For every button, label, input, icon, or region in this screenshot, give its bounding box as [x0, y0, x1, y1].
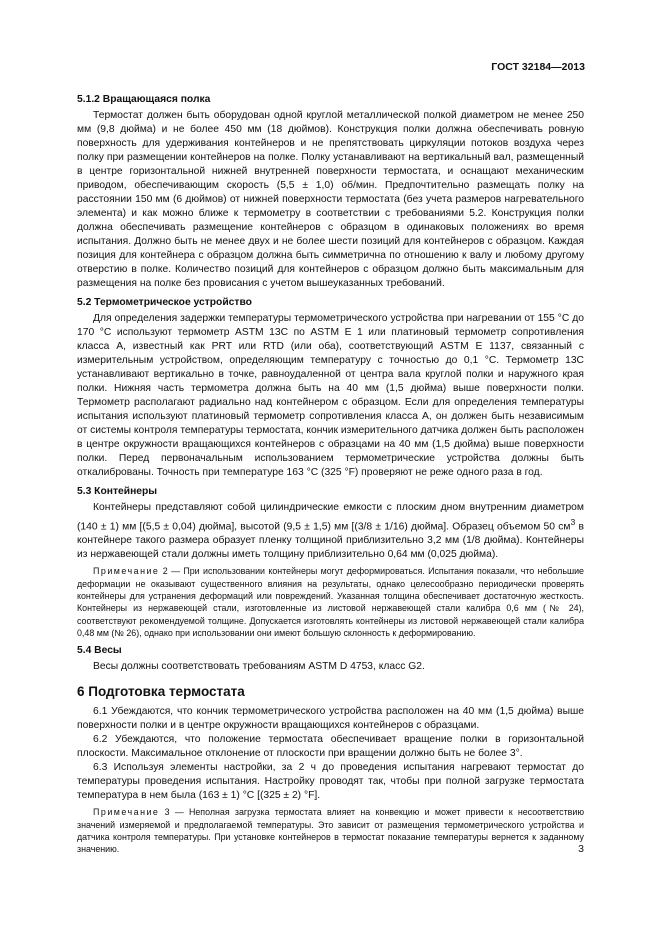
section-title: 5.4 Весы — [77, 645, 122, 657]
note-label: Примечание — [93, 807, 160, 818]
note-2 — [77, 565, 584, 639]
section-5-2 — [77, 296, 584, 480]
note-text: 3 — Неполная загрузка термостата влияет на конвекцию и может привести к несоответствию значений измеряемой и предполагаемой температуры. Это зависит от размещения термометрического устройства и датчика контроля температуры. При установке контейнеров в термостат показание температуры вернется к заданному значению. — [77, 807, 584, 855]
paragraph-part: Контейнеры представляют собой цилиндрические емкости с плоским дном внутренним диаметром (140 ± 1) мм [(5,5 ± 0,04) дюйма], высотой (9,5 ± 1,5) мм [(3/8 ± 1/16) дюйма]. Образец объемом 50 см — [77, 502, 584, 533]
paragraph: Весы должны соответствовать требованиям ASTM D 4753, класс G2. — [93, 661, 425, 673]
section-title: 5.1.2 Вращающаяся полка — [77, 94, 211, 105]
paragraph: Для определения задержки температуры термометрического устройства при нагревании от 155 °С до 170 °С используют термометр ASTM 13C по ASTM E 1 или платиновый термометр сопротивления класса А, известный как PRT или RTD (или оба), соответствующий ASTM E 1137, связанный с измерительным устройством, определяющим температуру с точностью до 0,1 °С. Термометр 13C устанавливают вертикально в точке, равноудаленной от центра вала круглой полки и наружного края полки. Нижняя часть термометра должна быть на 40 мм (1,5 дюйма) выше поверхности полки. Термометр располагают радиально над контейнером с образцом. Если для определения температуры испытания используют платиновый термометр сопротивления класса А, он должен быть независимым от системы контроля температуры термостата, кончик измерительного датчика должен быть расположен в центре окружности вращающихся контейнеров с образцами на 40 мм (1,5 дюйма) выше поверхности полки. Перед первоначальным использованием термометрические устройства должны быть откалиброваны. Точность при температуре 163 °С (325 °F) проверяют не реже одного раза в год. — [77, 313, 584, 478]
page-number: 3 — [578, 843, 584, 855]
paragraph-part: в контейнере такого размера образует пленку толщиной приблизительно 3,2 мм (1/8 дюйма). Контейнеры из нержавеющей стали должны иметь толщину приблизительно 0,64 мм (0,025 дюйма). — [77, 521, 584, 561]
document-id: ГОСТ 32184—2013 — [491, 61, 585, 73]
paragraph: 6.2 Убеждаются, что положение термостата обеспечивает вращение полки в горизонтальной плоскости. Максимальное отклонение от плоскости при вращении должно быть не более 3°. — [77, 734, 584, 760]
paragraph: 6.3 Используя элементы настройки, за 2 ч до проведения испытания нагревают термостат до температуры проведения испытания. Настройку проводят так, чтобы при полной загрузке термостата температура в нем была (163 ± 1) °С [(325 ± 2) °F]. — [77, 762, 584, 802]
note-label: Примечание — [93, 566, 160, 577]
section-6 — [77, 683, 584, 855]
section-5-1-2 — [77, 93, 584, 291]
section-title: 5.3 Контейнеры — [77, 486, 158, 497]
section-5-3 — [77, 485, 584, 639]
chapter-title: 6 Подготовка термостата — [77, 684, 245, 700]
paragraph — [77, 501, 584, 562]
section-title: 5.2 Термометрическое устройство — [77, 297, 252, 308]
paragraph: Термостат должен быть оборудован одной круглой металлической полкой диаметром не менее 250 мм (9,8 дюйма) и не более 450 мм (18 дюймов). Конструкция полки должна обеспечивать ровную поверхность для удерживания контейнеров и не препятствовать циркуляции потоков воздуха через полку при размещении контейнеров на полке. Полку устанавливают на вертикальный вал, размещенный в центре горизонтальной нижней внутренней поверхности термостата, и оснащают механическим приводом, обеспечивающим скорость (5,5 ± 1,0) об/мин. Предпочтительно размещать полку на расстоянии 150 мм (6 дюймов) от нижней поверхности термостата (без учета размеров нагревательного элемента) и как можно ближе к термометру в соответствии с требованиями 5.2. Конструкция полки должна обеспечивать размещение контейнеров с образцом в одинаковых положениях во время испытания. Должно быть не менее двух и не более шести позиций для контейнеров с образцом. Каждая позиция для контейнера с образцом должна быть симметрична по отношению к валу и любому другому отверстию в полке. Количество позиций для контейнеров с образцом должно быть максимальным для размещения на полке без провисания с учетом вышеуказанных требований. — [77, 110, 584, 289]
section-5-4 — [77, 644, 584, 674]
note-text: 2 — При использовании контейнеры могут деформироваться. Испытания показали, что небольшие деформации не оказывают существенного влияния на результаты, однако целесообразно периодически проверять контейнеры для устранения деформаций или повреждений. Указанная толщина обеспечивает достаточную жесткость. Контейнеры из нержавеющей стали, изготовленные из листовой нержавеющей стали калибра 0,6 мм (№ 24), соответствуют рекомендуемой толщине. Допускается изготовлять контейнеры из листовой нержавеющей стали калибра 0,48 мм (№ 26), однако при использовании они имеют большую склонность к деформированию. — [77, 566, 584, 638]
note-3 — [77, 806, 584, 855]
superscript: 3 — [570, 517, 576, 527]
paragraph: 6.1 Убеждаются, что кончик термометрического устройства расположен на 40 мм (1,5 дюйма) выше поверхности полки и в центре окружности вращающихся контейнеров с образцами. — [77, 706, 584, 732]
page-content — [77, 93, 584, 860]
